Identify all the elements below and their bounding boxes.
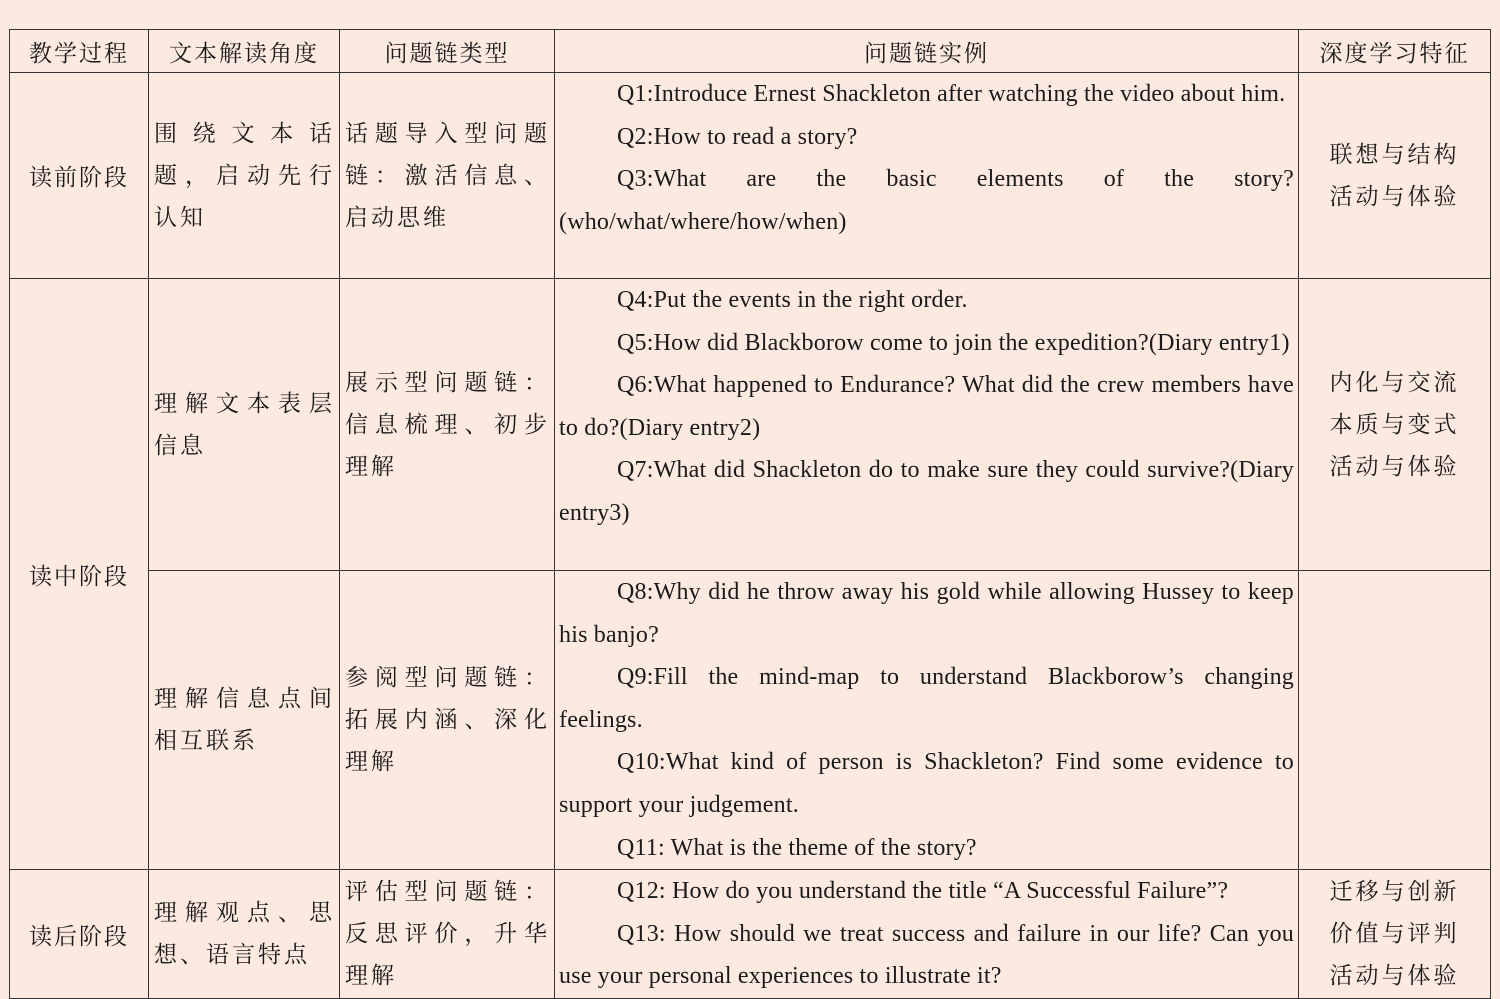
feature-label: 活动与体验: [1329, 183, 1460, 210]
text-angle-cell: 围绕文本话题，启动先行认知: [149, 73, 340, 279]
question-chain-type-cell: 参阅型问题链：拓展内涵、深化理解: [340, 571, 555, 870]
feature-label: 迁移与创新: [1329, 879, 1460, 906]
text-angle-cell: 理解信息点间相互联系: [149, 571, 340, 870]
header-question-chain-examples: 问题链实例: [555, 30, 1299, 73]
question-chain-type-cell: 话题导入型问题链：激活信息、启动思维: [340, 73, 555, 279]
question-item: Q11: What is the theme of the story?: [617, 834, 977, 861]
deep-learning-features-cell: [1299, 279, 1491, 571]
question-item: Q10:What kind of person is Shackleton? Find some evidence to support your judgement.: [559, 749, 1294, 818]
question-list-cell: [555, 571, 1299, 870]
header-teaching-process: 教学过程: [10, 30, 149, 73]
stage-pre-reading: 读前阶段: [10, 73, 149, 279]
teaching-process-table: [9, 29, 1491, 999]
question-list-cell: [555, 870, 1299, 999]
deep-learning-features-cell: [1299, 73, 1491, 279]
feature-label: 内化与交流: [1329, 369, 1460, 396]
header-row: [10, 30, 1491, 73]
table-row-while-reading-connections: [10, 571, 1491, 870]
question-item: Q13: How should we treat success and failure in our life? Can you use your personal experiences to illustrate it?: [559, 920, 1294, 990]
question-item: Q7:What did Shackleton do to make sure they could survive?(Diary entry3): [559, 457, 1294, 526]
table-row-while-reading-surface: [10, 279, 1491, 571]
question-list-cell: [555, 279, 1299, 571]
feature-label: 活动与体验: [1329, 963, 1460, 990]
feature-label: 价值与评判: [1329, 921, 1460, 948]
question-item: Q2:How to read a story?: [617, 123, 858, 150]
question-item: Q5:How did Blackborow come to join the expedition?(Diary entry1): [617, 329, 1290, 356]
header-text-angle: 文本解读角度: [149, 30, 340, 73]
question-chain-type-cell: 展示型问题链：信息梳理、初步理解: [340, 279, 555, 571]
text-angle-cell: 理解文本表层信息: [149, 279, 340, 571]
question-item: Q12: How do you understand the title “A Successful Failure”?: [617, 878, 1229, 905]
deep-learning-features-cell: [1299, 870, 1491, 999]
feature-label: 联想与结构: [1329, 141, 1460, 168]
table-row-pre-reading: [10, 73, 1491, 279]
feature-label: 活动与体验: [1329, 453, 1460, 480]
table-row-post-reading: [10, 870, 1491, 999]
stage-post-reading: 读后阶段: [10, 870, 149, 999]
question-item: Q4:Put the events in the right order.: [617, 287, 968, 313]
header-deep-learning-features: 深度学习特征: [1299, 30, 1491, 73]
header-question-chain-type: 问题链类型: [340, 30, 555, 73]
question-item: Q1:Introduce Ernest Shackleton after watching the video about him.: [617, 81, 1286, 107]
question-list-cell: [555, 73, 1299, 279]
question-chain-type-cell: 评估型问题链：反思评价，升华理解: [340, 870, 555, 999]
question-item: Q3:What are the basic elements of the story?(who/what/where/how/when): [559, 166, 1294, 235]
question-item: Q6:What happened to Endurance? What did the crew members have to do?(Diary entry2): [559, 372, 1294, 441]
question-item: Q8:Why did he throw away his gold while allowing Hussey to keep his banjo?: [559, 579, 1294, 648]
text-angle-cell: 理解观点、思想、语言特点: [149, 870, 340, 999]
deep-learning-features-cell: [1299, 571, 1491, 870]
question-item: Q9:Fill the mind-map to understand Blackborow’s changing feelings.: [559, 664, 1294, 733]
feature-label: 本质与变式: [1329, 411, 1460, 438]
stage-while-reading: 读中阶段: [10, 279, 149, 870]
